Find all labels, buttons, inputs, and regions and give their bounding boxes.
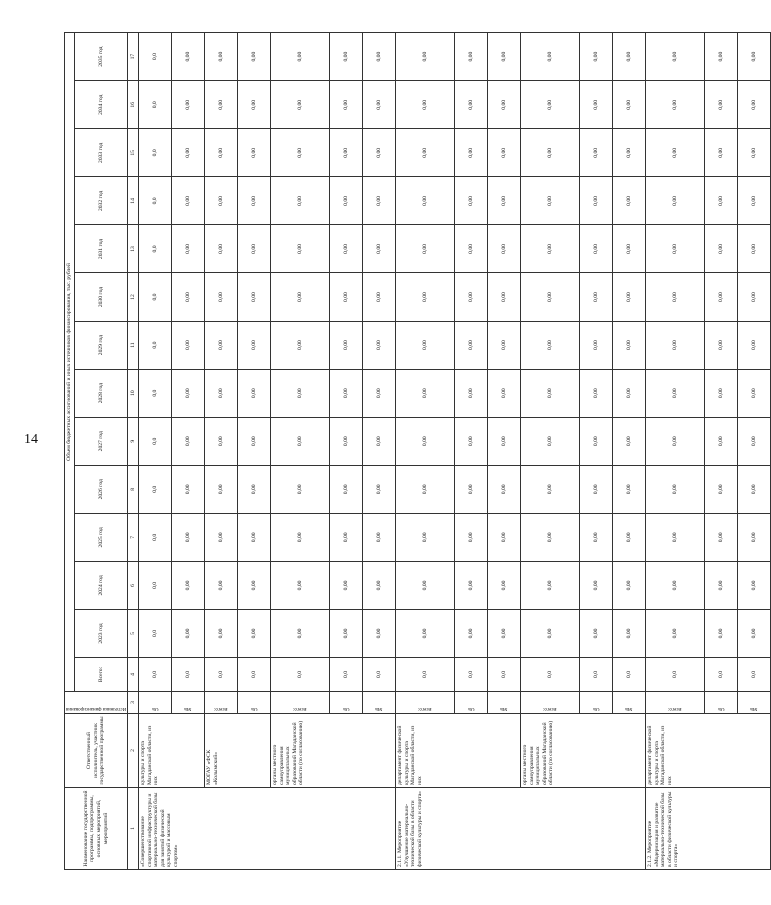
year-value-cell: 0,00 [738, 513, 771, 561]
year-value-cell: 0,00 [488, 417, 521, 465]
year-value-cell: 0,00 [613, 369, 646, 417]
total-value-cell: 0,0 [205, 658, 238, 692]
year-value-cell: 0,00 [330, 129, 363, 177]
column-number: 2 [128, 714, 139, 788]
year-value-cell: 0,00 [580, 273, 613, 321]
year-value-cell: 0,00 [521, 513, 580, 561]
year-value-cell: 0,00 [613, 609, 646, 657]
year-value-cell: 0,00 [205, 177, 238, 225]
year-value-cell: 0,00 [521, 273, 580, 321]
year-value-cell: 0,00 [521, 417, 580, 465]
year-value-cell: 0,00 [613, 33, 646, 81]
column-number: 6 [128, 561, 139, 609]
responsible-cell: департамент физической культуры и спорта Магаданской области, из них [396, 714, 521, 788]
header-year: 2031 год [75, 225, 128, 273]
year-value-cell: 0,00 [396, 609, 455, 657]
header-year: 2034 год [75, 81, 128, 129]
year-value-cell: 0,00 [238, 273, 271, 321]
year-value-cell: 0,00 [705, 417, 738, 465]
responsible-cell: департамент физической культуры и спорта Магаданской области, из них [646, 714, 771, 788]
year-value-cell: 0,00 [580, 177, 613, 225]
year-value-cell: 0,00 [172, 177, 205, 225]
year-value-cell: 0,00 [396, 273, 455, 321]
year-value-cell: 0,00 [330, 177, 363, 225]
year-value-cell: 0,0 [139, 513, 172, 561]
year-value-cell: 0,00 [271, 609, 330, 657]
year-value-cell: 0,00 [271, 465, 330, 513]
year-value-cell: 0,00 [646, 417, 705, 465]
table-row [396, 33, 455, 870]
header-volume-group: Объем бюджетных ассигнований и иных источников финансирования, тыс. рублей [65, 33, 75, 692]
header-year: 2033 год [75, 129, 128, 177]
year-value-cell: 0,00 [613, 417, 646, 465]
year-value-cell: 0,00 [238, 177, 271, 225]
year-value-cell: 0,00 [330, 369, 363, 417]
year-value-cell: 0,00 [363, 561, 396, 609]
year-value-cell: 0,00 [521, 225, 580, 273]
year-value-cell: 0,00 [705, 177, 738, 225]
year-value-cell: 0,00 [205, 561, 238, 609]
table-row [646, 33, 705, 870]
year-value-cell: 0,00 [521, 465, 580, 513]
source-cell: Всего: [205, 692, 238, 714]
year-value-cell: 0,00 [488, 321, 521, 369]
header-year: 2035 год [75, 33, 128, 81]
year-value-cell: 0,00 [613, 177, 646, 225]
year-value-cell: 0,00 [396, 225, 455, 273]
year-value-cell: 0,00 [363, 81, 396, 129]
header-year: 2029 год [75, 321, 128, 369]
year-value-cell: 0,00 [330, 609, 363, 657]
year-value-cell: 0,00 [363, 465, 396, 513]
year-value-cell: 0,00 [521, 33, 580, 81]
year-value-cell: 0,00 [738, 81, 771, 129]
year-value-cell: 0,00 [363, 321, 396, 369]
year-value-cell: 0,00 [705, 561, 738, 609]
year-value-cell: 0,00 [330, 513, 363, 561]
header-year: 2026 год [75, 465, 128, 513]
year-value-cell: 0,00 [363, 513, 396, 561]
year-value-cell: 0,00 [172, 561, 205, 609]
year-value-cell: 0,00 [705, 129, 738, 177]
year-value-cell: 0,00 [521, 177, 580, 225]
header-year: 2032 год [75, 177, 128, 225]
year-value-cell: 0,00 [330, 561, 363, 609]
year-value-cell: 0,00 [172, 129, 205, 177]
year-value-cell: 0,00 [396, 465, 455, 513]
year-value-cell: 0,00 [613, 225, 646, 273]
year-value-cell: 0,00 [271, 417, 330, 465]
page-number: 14 [24, 432, 38, 447]
year-value-cell: 0,00 [488, 465, 521, 513]
budget-table [64, 32, 771, 870]
year-value-cell: 0,00 [271, 369, 330, 417]
year-value-cell: 0,00 [455, 513, 488, 561]
total-value-cell: 0,0 [580, 658, 613, 692]
column-number: 13 [128, 225, 139, 273]
year-value-cell: 0,00 [613, 81, 646, 129]
year-value-cell: 0,00 [738, 321, 771, 369]
year-value-cell: 0,00 [705, 609, 738, 657]
year-value-cell: 0,00 [330, 321, 363, 369]
year-value-cell: 0,0 [139, 465, 172, 513]
year-value-cell: 0,00 [580, 417, 613, 465]
year-value-cell: 0,00 [455, 609, 488, 657]
total-value-cell: 0,0 [271, 658, 330, 692]
source-cell: Всего: [521, 692, 580, 714]
year-value-cell: 0,00 [613, 321, 646, 369]
year-value-cell: 0,00 [271, 177, 330, 225]
year-value-cell: 0,00 [455, 321, 488, 369]
program-name-cell: 2.1.2. Мероприятие «Модернизация и развитие материально-технической базы в области физической культуры и спорта» [646, 788, 771, 870]
year-value-cell: 0,00 [705, 513, 738, 561]
year-value-cell: 0,0 [139, 561, 172, 609]
year-value-cell: 0,00 [363, 177, 396, 225]
year-value-cell: 0,00 [455, 465, 488, 513]
year-value-cell: 0,00 [205, 321, 238, 369]
year-value-cell: 0,00 [646, 177, 705, 225]
year-value-cell: 0,00 [705, 369, 738, 417]
header-year: 2024 год [75, 561, 128, 609]
year-value-cell: 0,00 [738, 561, 771, 609]
year-value-cell: 0,00 [330, 81, 363, 129]
year-value-cell: 0,00 [271, 561, 330, 609]
source-cell: ОБ [705, 692, 738, 714]
year-value-cell: 0,00 [363, 417, 396, 465]
year-value-cell: 0,00 [363, 129, 396, 177]
year-value-cell: 0,00 [646, 129, 705, 177]
year-value-cell: 0,00 [738, 33, 771, 81]
column-number: 15 [128, 129, 139, 177]
total-value-cell: 0,0 [455, 658, 488, 692]
year-value-cell: 0,00 [738, 369, 771, 417]
program-name-cell: «Совершенствование спортивной инфраструктуры и материально-технической базы для занятий физической культурой и массовым спортом» [139, 788, 396, 870]
year-value-cell: 0,00 [271, 33, 330, 81]
year-value-cell: 0,00 [238, 609, 271, 657]
table-row [521, 33, 580, 870]
year-value-cell: 0,00 [705, 33, 738, 81]
source-cell: ОБ [455, 692, 488, 714]
year-value-cell: 0,00 [646, 273, 705, 321]
year-value-cell: 0,00 [580, 465, 613, 513]
year-value-cell: 0,00 [172, 273, 205, 321]
column-number: 1 [128, 788, 139, 870]
year-value-cell: 0,00 [580, 81, 613, 129]
year-value-cell: 0,0 [139, 33, 172, 81]
source-cell: ОБ [580, 692, 613, 714]
table-row [139, 33, 172, 870]
column-number: 8 [128, 465, 139, 513]
year-value-cell: 0,00 [580, 513, 613, 561]
year-value-cell: 0,00 [488, 609, 521, 657]
year-value-cell: 0,00 [238, 417, 271, 465]
year-value-cell: 0,00 [488, 81, 521, 129]
year-value-cell: 0,00 [396, 369, 455, 417]
year-value-cell: 0,0 [139, 273, 172, 321]
year-value-cell: 0,0 [139, 129, 172, 177]
year-value-cell: 0,00 [580, 225, 613, 273]
source-cell: Всего: [646, 692, 705, 714]
year-value-cell: 0,0 [139, 225, 172, 273]
year-value-cell: 0,00 [238, 369, 271, 417]
total-value-cell: 0,0 [396, 658, 455, 692]
year-value-cell: 0,00 [455, 33, 488, 81]
year-value-cell: 0,00 [646, 321, 705, 369]
year-value-cell: 0,00 [646, 465, 705, 513]
year-value-cell: 0,00 [521, 129, 580, 177]
year-value-cell: 0,00 [521, 609, 580, 657]
year-value-cell: 0,00 [488, 33, 521, 81]
year-value-cell: 0,00 [238, 33, 271, 81]
column-number: 12 [128, 273, 139, 321]
column-number: 17 [128, 33, 139, 81]
year-value-cell: 0,00 [521, 561, 580, 609]
header-year: 2023 год [75, 609, 128, 657]
year-value-cell: 0,00 [271, 129, 330, 177]
total-value-cell: 0,0 [488, 658, 521, 692]
year-value-cell: 0,00 [172, 33, 205, 81]
year-value-cell: 0,00 [738, 225, 771, 273]
program-name-cell: 2.1.1. Мероприятие «Улучшение материально-технической базы в области физической культуры и спорта» [396, 788, 646, 870]
year-value-cell: 0,00 [271, 81, 330, 129]
year-value-cell: 0,00 [205, 417, 238, 465]
year-value-cell: 0,00 [455, 369, 488, 417]
year-value-cell: 0,00 [238, 561, 271, 609]
year-value-cell: 0,00 [363, 609, 396, 657]
year-value-cell: 0,00 [455, 417, 488, 465]
total-value-cell: 0,0 [330, 658, 363, 692]
year-value-cell: 0,00 [521, 369, 580, 417]
year-value-cell: 0,00 [488, 513, 521, 561]
year-value-cell: 0,00 [205, 81, 238, 129]
year-value-cell: 0,00 [738, 129, 771, 177]
responsible-cell: органы местного самоуправления муниципальных образований Магаданской области (по согласованию) [271, 714, 396, 788]
responsible-cell: культуры и спорта Магаданской области, из них [139, 714, 205, 788]
year-value-cell: 0,00 [455, 225, 488, 273]
year-value-cell: 0,00 [613, 513, 646, 561]
year-value-cell: 0,00 [738, 609, 771, 657]
total-value-cell: 0,0 [238, 658, 271, 692]
column-number: 5 [128, 609, 139, 657]
header-total: Всего: [75, 658, 128, 692]
year-value-cell: 0,0 [139, 321, 172, 369]
year-value-cell: 0,0 [139, 81, 172, 129]
year-value-cell: 0,00 [271, 513, 330, 561]
responsible-cell: МОГАУ «ФСК «Колымский» [205, 714, 271, 788]
year-value-cell: 0,0 [139, 609, 172, 657]
year-value-cell: 0,00 [580, 33, 613, 81]
year-value-cell: 0,00 [172, 225, 205, 273]
year-value-cell: 0,00 [646, 369, 705, 417]
source-cell: МБ [613, 692, 646, 714]
year-value-cell: 0,00 [205, 465, 238, 513]
source-cell: ОБ [330, 692, 363, 714]
total-value-cell: 0,0 [646, 658, 705, 692]
column-number: 7 [128, 513, 139, 561]
year-value-cell: 0,00 [705, 81, 738, 129]
year-value-cell: 0,00 [396, 513, 455, 561]
year-value-cell: 0,00 [705, 321, 738, 369]
rotated-page [64, 32, 758, 870]
year-value-cell: 0,00 [172, 465, 205, 513]
column-number: 11 [128, 321, 139, 369]
year-value-cell: 0,00 [271, 225, 330, 273]
year-value-cell: 0,00 [238, 321, 271, 369]
year-value-cell: 0,00 [396, 321, 455, 369]
year-value-cell: 0,00 [646, 225, 705, 273]
header-responsible: Ответственный исполнитель, участник государственной программы [65, 714, 128, 788]
year-value-cell: 0,00 [646, 609, 705, 657]
year-value-cell: 0,00 [172, 513, 205, 561]
year-value-cell: 0,00 [488, 129, 521, 177]
year-value-cell: 0,00 [238, 129, 271, 177]
year-value-cell: 0,00 [488, 561, 521, 609]
source-cell: МБ [363, 692, 396, 714]
year-value-cell: 0,00 [738, 465, 771, 513]
total-value-cell: 0,0 [139, 658, 172, 692]
year-value-cell: 0,00 [488, 177, 521, 225]
year-value-cell: 0,00 [738, 417, 771, 465]
year-value-cell: 0,0 [139, 417, 172, 465]
year-value-cell: 0,00 [172, 609, 205, 657]
year-value-cell: 0,00 [396, 417, 455, 465]
year-value-cell: 0,0 [139, 369, 172, 417]
header-name: Наименование государственной программы, подпрограммы, основных мероприятий, мероприятий [65, 788, 128, 870]
year-value-cell: 0,00 [330, 465, 363, 513]
year-value-cell: 0,00 [705, 225, 738, 273]
year-value-cell: 0,00 [205, 513, 238, 561]
year-value-cell: 0,00 [705, 273, 738, 321]
column-number: 9 [128, 417, 139, 465]
year-value-cell: 0,00 [396, 177, 455, 225]
source-cell: Всего: [396, 692, 455, 714]
year-value-cell: 0,00 [330, 273, 363, 321]
year-value-cell: 0,00 [396, 561, 455, 609]
year-value-cell: 0,00 [738, 273, 771, 321]
year-value-cell: 0,00 [580, 369, 613, 417]
year-value-cell: 0,00 [172, 417, 205, 465]
year-value-cell: 0,00 [580, 129, 613, 177]
column-number: 14 [128, 177, 139, 225]
year-value-cell: 0,00 [363, 225, 396, 273]
year-value-cell: 0,00 [521, 81, 580, 129]
source-cell: Всего: [271, 692, 330, 714]
header-year: 2030 год [75, 273, 128, 321]
year-value-cell: 0,00 [271, 273, 330, 321]
year-value-cell: 0,00 [613, 561, 646, 609]
year-value-cell: 0,00 [455, 129, 488, 177]
year-value-cell: 0,00 [205, 33, 238, 81]
year-value-cell: 0,00 [580, 321, 613, 369]
year-value-cell: 0,00 [363, 33, 396, 81]
year-value-cell: 0,00 [455, 177, 488, 225]
source-cell: МБ [738, 692, 771, 714]
year-value-cell: 0,0 [139, 177, 172, 225]
year-value-cell: 0,00 [238, 225, 271, 273]
year-value-cell: 0,00 [330, 417, 363, 465]
responsible-cell: органы местного самоуправления муниципальных образований Магаданской области (по согласованию) [521, 714, 646, 788]
year-value-cell: 0,00 [580, 609, 613, 657]
year-value-cell: 0,00 [363, 273, 396, 321]
column-number: 4 [128, 658, 139, 692]
year-value-cell: 0,00 [172, 81, 205, 129]
year-value-cell: 0,00 [521, 321, 580, 369]
year-value-cell: 0,00 [205, 609, 238, 657]
source-cell: МБ [488, 692, 521, 714]
year-value-cell: 0,00 [646, 513, 705, 561]
total-value-cell: 0,0 [738, 658, 771, 692]
year-value-cell: 0,00 [646, 33, 705, 81]
year-value-cell: 0,00 [238, 513, 271, 561]
year-value-cell: 0,00 [613, 129, 646, 177]
year-value-cell: 0,00 [396, 129, 455, 177]
year-value-cell: 0,00 [455, 561, 488, 609]
year-value-cell: 0,00 [488, 225, 521, 273]
year-value-cell: 0,00 [172, 321, 205, 369]
table-row [271, 33, 330, 870]
year-value-cell: 0,00 [271, 321, 330, 369]
source-cell: МБ [172, 692, 205, 714]
header-year: 2028 год [75, 369, 128, 417]
header-year: 2025 год [75, 513, 128, 561]
table-row [205, 33, 238, 870]
year-value-cell: 0,00 [646, 561, 705, 609]
year-value-cell: 0,00 [613, 273, 646, 321]
year-value-cell: 0,00 [205, 225, 238, 273]
year-value-cell: 0,00 [205, 369, 238, 417]
source-cell: ОБ [238, 692, 271, 714]
column-number: 16 [128, 81, 139, 129]
year-value-cell: 0,00 [396, 33, 455, 81]
year-value-cell: 0,00 [488, 369, 521, 417]
total-value-cell: 0,0 [613, 658, 646, 692]
year-value-cell: 0,00 [396, 81, 455, 129]
year-value-cell: 0,00 [646, 81, 705, 129]
year-value-cell: 0,00 [363, 369, 396, 417]
year-value-cell: 0,00 [238, 81, 271, 129]
year-value-cell: 0,00 [172, 369, 205, 417]
year-value-cell: 0,00 [205, 273, 238, 321]
year-value-cell: 0,00 [238, 465, 271, 513]
total-value-cell: 0,0 [363, 658, 396, 692]
total-value-cell: 0,0 [521, 658, 580, 692]
header-year: 2027 год [75, 417, 128, 465]
year-value-cell: 0,00 [330, 225, 363, 273]
year-value-cell: 0,00 [580, 561, 613, 609]
year-value-cell: 0,00 [455, 273, 488, 321]
source-cell: ОБ [139, 692, 172, 714]
header-source: Источники финансирования [65, 692, 128, 714]
year-value-cell: 0,00 [705, 465, 738, 513]
column-number: 3 [128, 692, 139, 714]
total-value-cell: 0,0 [172, 658, 205, 692]
total-value-cell: 0,0 [705, 658, 738, 692]
column-number: 10 [128, 369, 139, 417]
year-value-cell: 0,00 [205, 129, 238, 177]
year-value-cell: 0,00 [488, 273, 521, 321]
year-value-cell: 0,00 [455, 81, 488, 129]
year-value-cell: 0,00 [613, 465, 646, 513]
year-value-cell: 0,00 [330, 33, 363, 81]
year-value-cell: 0,00 [738, 177, 771, 225]
